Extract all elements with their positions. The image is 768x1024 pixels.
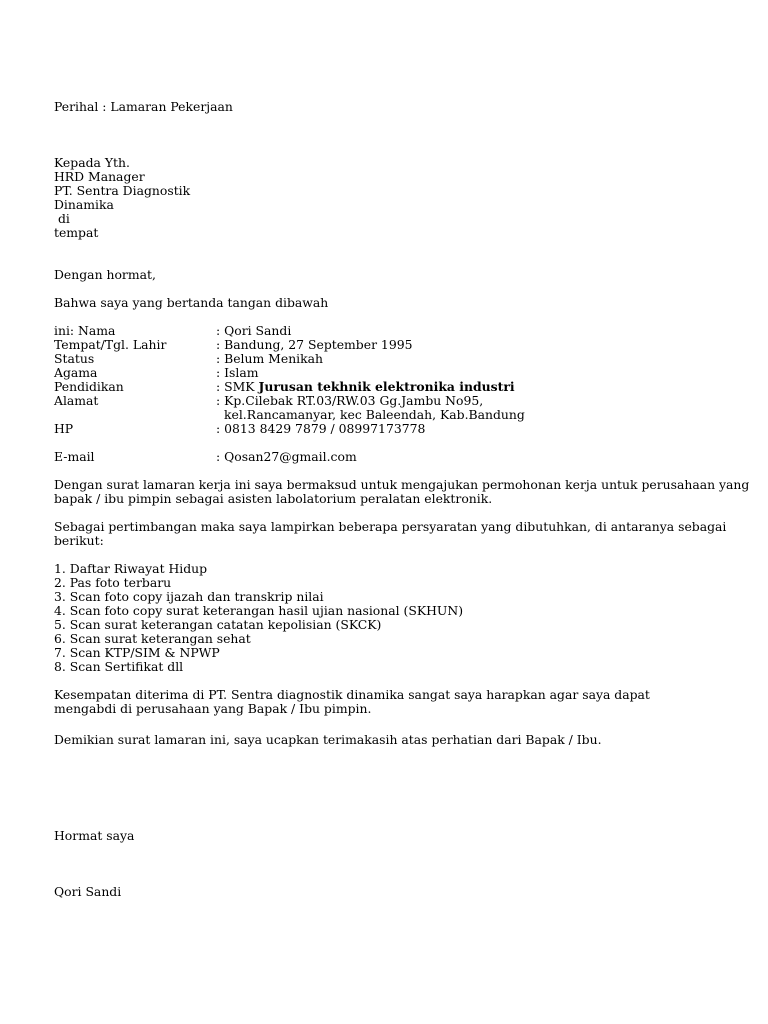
field-label: Alamat [54,393,99,408]
identity-row-agama [54,366,258,380]
field-value-bold: Jurusan tekhnik elektronika industri [258,379,515,394]
identity-row-ttl [54,338,412,352]
recipient-line: Kepada Yth. [54,155,130,170]
identity-row-alamat [54,394,483,408]
list-item: 3. Scan foto copy ijazah dan transkrip nilai [54,589,324,604]
field-label: HP [54,421,74,436]
field-value: : Kp.Cilebak RT.03/RW.03 Gg.Jambu No95, [216,393,484,408]
identity-row-pendidikan [54,380,515,394]
list-item: 6. Scan surat keterangan sehat [54,631,251,646]
field-value: : Qori Sandi [216,323,292,338]
letter-subject: Perihal : Lamaran Pekerjaan [54,99,233,114]
identity-row-email [54,450,357,464]
recipient-line: HRD Manager [54,169,145,184]
list-item: 7. Scan KTP/SIM & NPWP [54,645,220,660]
body-paragraph-line: mengabdi di perusahaan yang Bapak / Ibu pimpin. [54,701,372,716]
body-paragraph-line: berikut: [54,533,104,548]
field-value: : Bandung, 27 September 1995 [216,337,413,352]
field-label: ini: Nama [54,323,116,338]
field-value: : Belum Menikah [216,351,324,366]
body-paragraph-line: Kesempatan diterima di PT. Sentra diagnostik dinamika sangat saya harapkan agar saya dapat [54,687,650,702]
list-item: 5. Scan surat keterangan catatan kepolisian (SKCK) [54,617,382,632]
field-value: : 0813 8429 7879 / 08997173778 [216,421,426,436]
signoff: Hormat saya [54,828,135,843]
body-paragraph-line: Sebagai pertimbangan maka saya lampirkan beberapa persyaratan yang dibutuhkan, di antaranya sebagai [54,519,727,534]
list-item: 4. Scan foto copy surat keterangan hasil ujian nasional (SKHUN) [54,603,464,618]
greeting: Dengan hormat, [54,267,156,282]
field-value: : Qosan27@gmail.com [216,449,357,464]
field-label: Pendidikan [54,379,124,394]
identity-row-hp [54,422,425,436]
identity-row-nama [54,324,291,338]
field-value: : Islam [216,365,259,380]
signature-name: Qori Sandi [54,884,122,899]
body-paragraph-line: bapak / ibu pimpin sebagai asisten labolatorium peralatan elektronik. [54,491,493,506]
recipient-line: Dinamika [54,197,114,212]
field-label: E-mail [54,449,95,464]
field-label: Tempat/Tgl. Lahir [54,337,167,352]
recipient-line: tempat [54,225,99,240]
list-item: 1. Daftar Riwayat Hidup [54,561,208,576]
recipient-line: PT. Sentra Diagnostik [54,183,191,198]
body-paragraph-line: Dengan surat lamaran kerja ini saya bermaksud untuk mengajukan permohonan kerja untuk perusahaan yang [54,477,750,492]
field-label: Status [54,351,95,366]
identity-row-alamat-continued: kel.Rancamanyar, kec Baleendah, Kab.Bandung [224,407,525,422]
closing-sentence: Demikian surat lamaran ini, saya ucapkan terimakasih atas perhatian dari Bapak / Ibu. [54,732,602,747]
field-label: Agama [54,365,98,380]
list-item: 8. Scan Sertifikat dll [54,659,184,674]
intro-line: Bahwa saya yang bertanda tangan dibawah [54,295,329,310]
list-item: 2. Pas foto terbaru [54,575,172,590]
field-value: : SMK [216,379,259,394]
identity-row-status [54,352,323,366]
recipient-line: di [54,211,70,226]
